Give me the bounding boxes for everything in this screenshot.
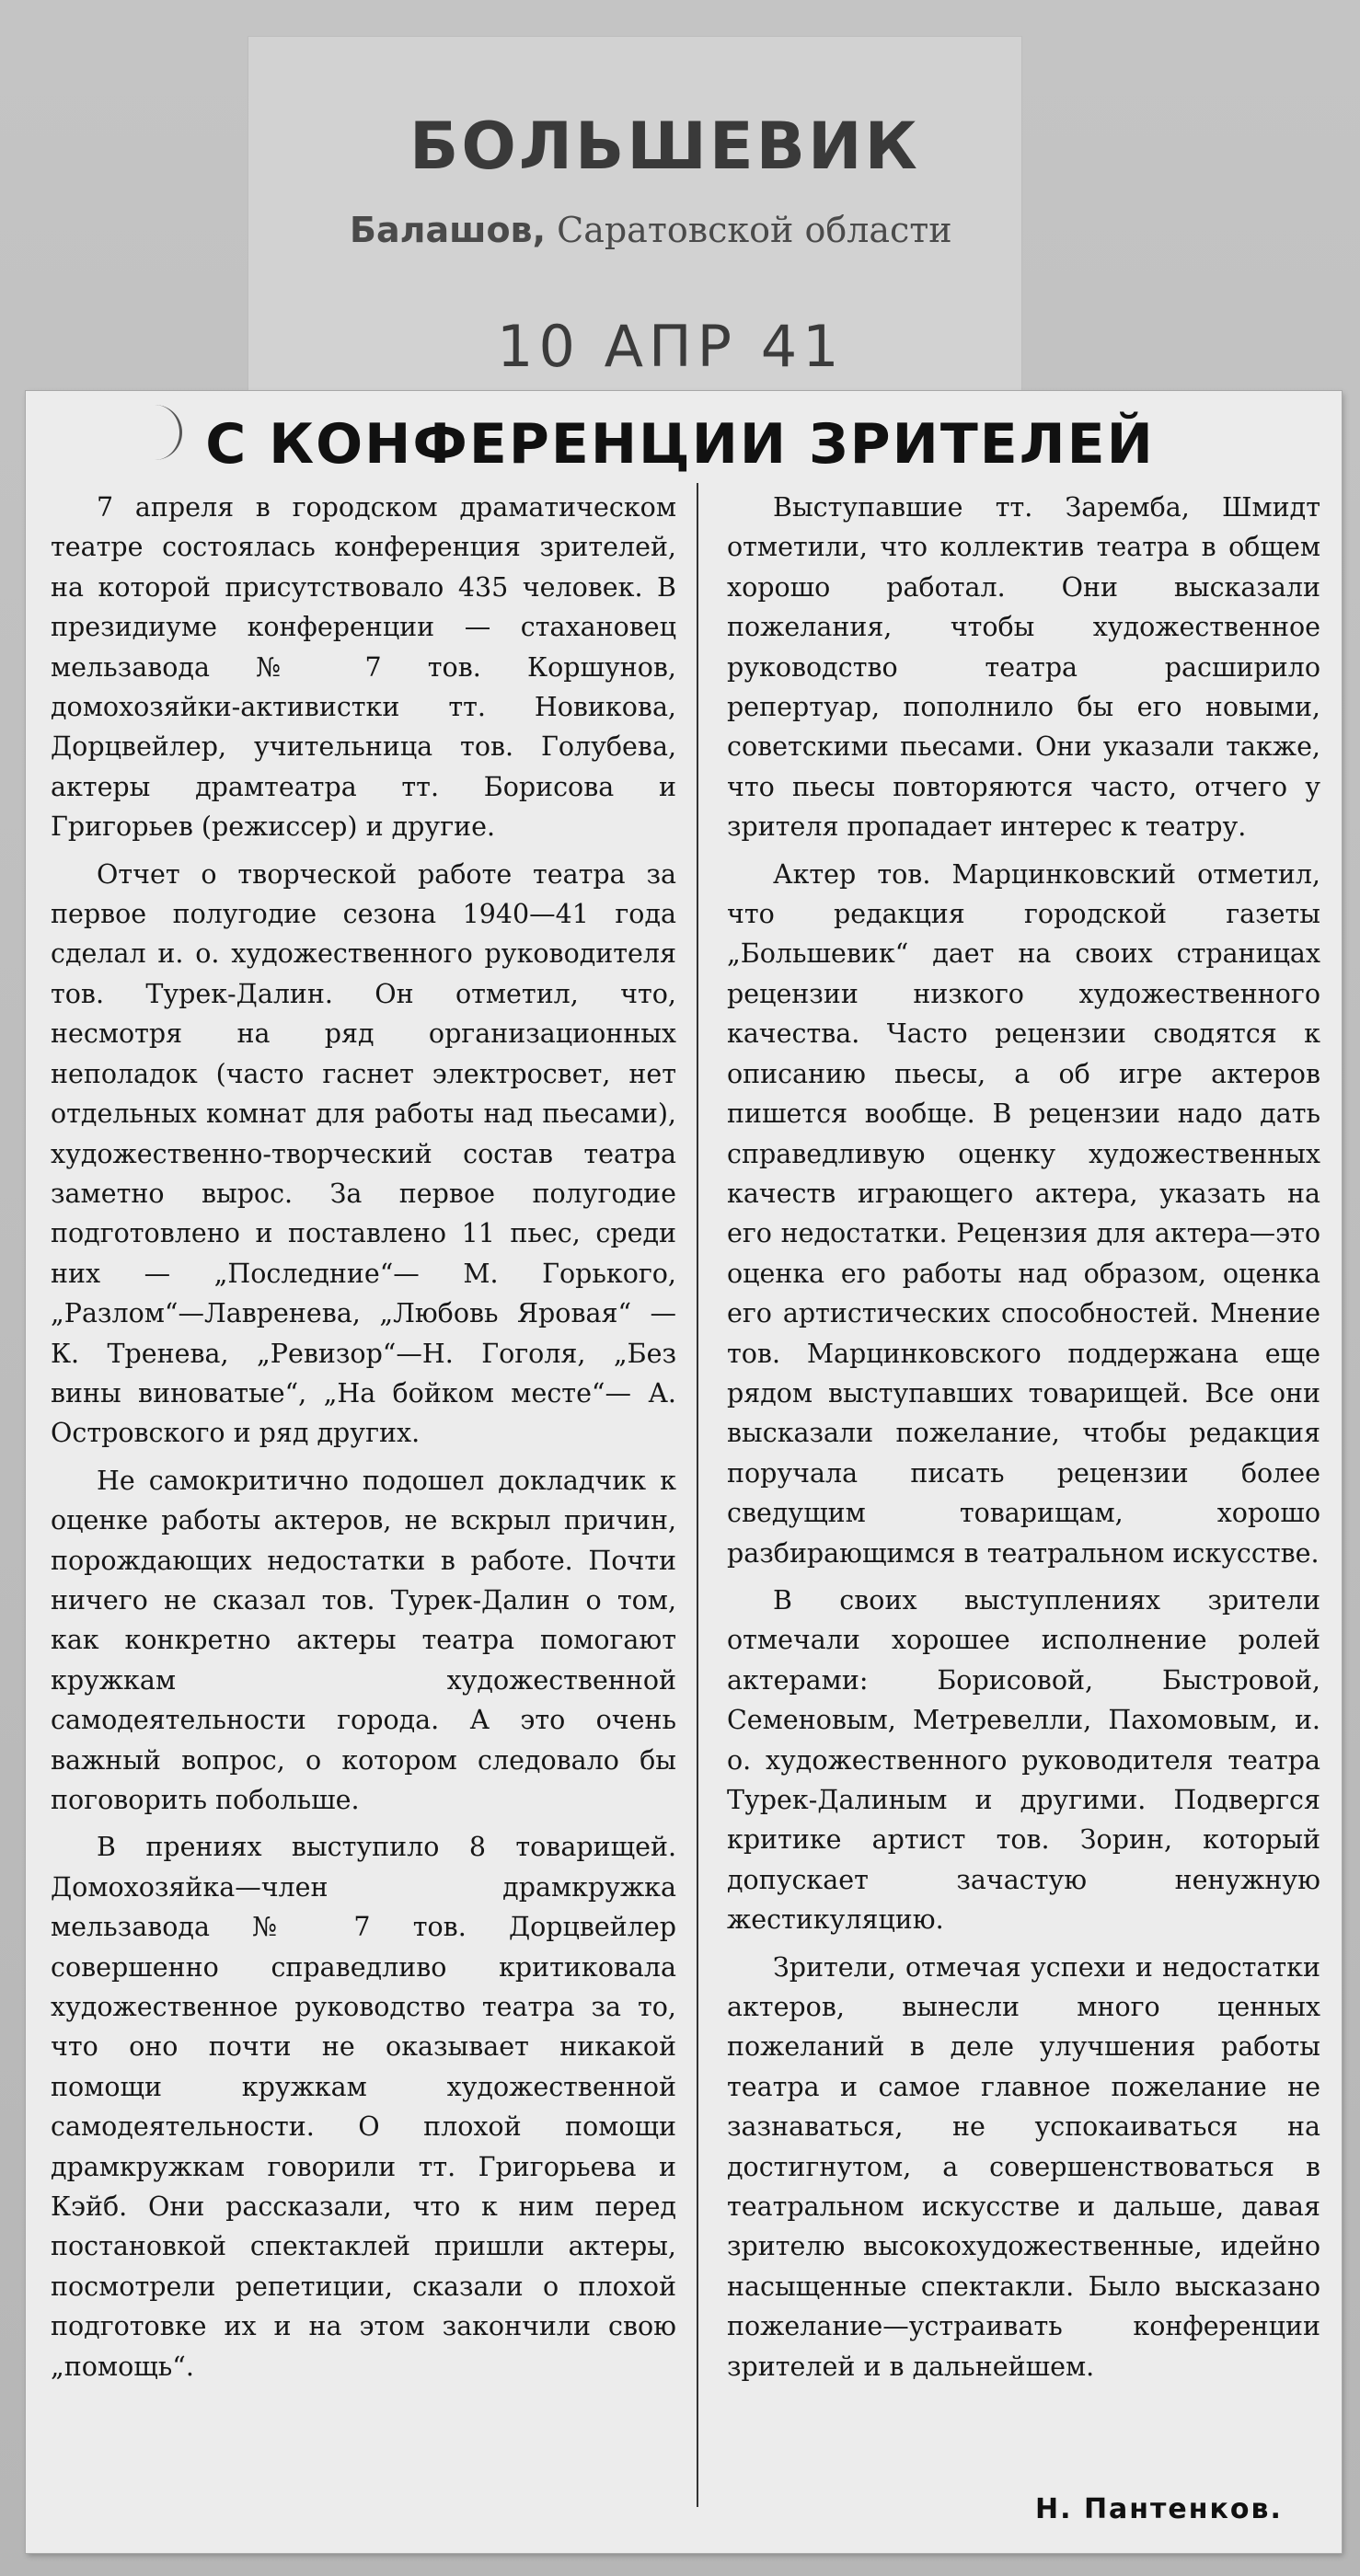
paragraph: Выступавшие тт. Заремба, Шмидт отметили, что коллектив театра в общем хорошо работал. Они высказали пожелания, чтобы художественное руководство театра расширило репертуар, пополнило бы его новыми, советскими пьесами. Они указали также, что пьесы повторяются часто, отчего у зрителя пропадает интерес к театру.	[727, 492, 1320, 843]
column-divider	[697, 483, 698, 2507]
city: Балашов,	[350, 210, 547, 250]
newspaper-stamp	[248, 37, 1021, 396]
paragraph: Зрители, отмечая успехи и недостатки актеров, вынесли много ценных пожеланий в деле улучшения работы театра и самое главное пожелание не зазнаваться, не успокаиваться на достигнутом, а совершенствоваться в театральном искусстве и дальше, давая зрителю высокохудожественные, идейно насыщенные спектакли. Было высказано пожелание—устраивать конференции зрителей и в дальнейшем.	[727, 1951, 1320, 2382]
newspaper-name: БОЛЬШЕВИК	[409, 109, 920, 184]
region: Саратовской области	[557, 210, 952, 250]
author-signature: Н. Пантенков.	[1035, 2493, 1283, 2525]
left-column	[51, 488, 676, 2394]
right-column	[727, 488, 1320, 2394]
date-stamp: 10 АПР 41	[497, 313, 845, 380]
paragraph: В своих выступлениях зрители отмечали хорошее исполнение ролей актерами: Борисовой, Быстровой, Семеновым, Метревелли, Пахомовым, и. о. художественного руководителя театра Турек-Далиным и другими. Подвергся критике артист тов. Зорин, который допускает зачастую ненужную жестикуляцию.	[727, 1584, 1320, 1936]
paragraph: 7 апреля в городском драматическом театре состоялась конференция зрителей, на которой присутствовало 435 человек. В президиуме конференции — стахановец мельзавода № 7 тов. Коршунов, домохозяйки-активистки тт. Новикова, Дорцвейлер, учительница тов. Голубева, актеры драмтеатра тт. Борисова и Григорьев (режиссер) и другие.	[51, 492, 676, 843]
newspaper-location	[350, 210, 952, 250]
article-headline: С КОНФЕРЕНЦИИ ЗРИТЕЛЕЙ	[205, 412, 1155, 477]
paragraph: В прениях выступило 8 товарищей. Домохозяйка—член драмкружка мельзавода № 7 тов. Дорцвейлер совершенно справедливо критиковала художественное руководство театра за то, что оно почти не оказывает никакой помощи кружкам художественной самодеятельности. О плохой помощи драмкружкам говорили тт. Григорьева и Кэйб. Они рассказали, что к ним перед постановкой спектаклей пришли актеры, посмотрели репетиции, сказали о плохой подготовке их и на этом закончили свою „помощь“.	[51, 1832, 676, 2382]
paragraph: Отчет о творческой работе театра за первое полугодие сезона 1940—41 года сделал и. о. художественного руководителя тов. Турек-Далин. Он отметил, что, несмотря на ряд организационных неполадок (часто гаснет электросвет, нет отдельных комнат для работы над пьесами), художественно-творческий состав театра заметно вырос. За первое полугодие подготовлено и поставлено 11 пьес, среди них — „Последние“— М. Горького, „Разлом“—Лавренева, „Любовь Яровая“ — К. Тренева, „Ревизор“—Н. Гоголя, „Без вины виноватые“, „На бойком месте“— А. Островского и ряд других.	[51, 858, 676, 1449]
paragraph: Актер тов. Марцинковский отметил, что редакция городской газеты „Большевик“ дает на своих страницах рецензии низкого художественного качества. Часто рецензии сводятся к описанию пьесы, а об игре актеров пишется вообще. В рецензии надо дать справедливую оценку художественных качеств играющего актера, указать на его недостатки. Рецензия для актера—это оценка его работы над образом, оценка его артистических способностей. Мнение тов. Марцинковского поддержана еще рядом выступавших товарищей. Все они высказали пожелание, чтобы редакция поручала писать рецензии более сведущим товарищам, хорошо разбирающимся в театральном искусстве.	[727, 858, 1320, 1569]
paragraph: Не самокритично подошел докладчик к оценке работы актеров, не вскрыл причин, порождающих недостатки в работе. Почти ничего не сказал тов. Турек-Далин о том, как конкретно актеры театра помогают кружкам художественной самодеятельности города. А это очень важный вопрос, о котором следовало бы поговорить побольше.	[51, 1465, 676, 1815]
